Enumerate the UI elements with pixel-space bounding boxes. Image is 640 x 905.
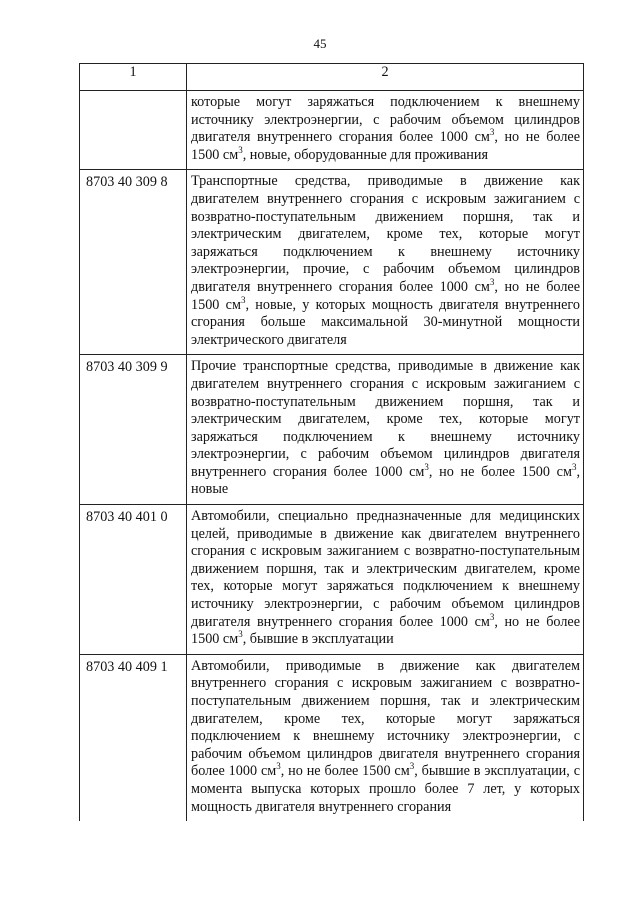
superscript: 3	[424, 461, 429, 472]
description-text: , новые	[191, 463, 580, 498]
description-cell	[187, 654, 584, 821]
description-text: Автомобили, приводимые в движение как двигателем внутреннего сгорания с искровым зажиганием с возвратно-поступательным движением поршня, так и электрическим двигателем, кроме тех, которые могут заряжаться подключением к внешнему источнику электроэнергии, с рабочим объемом цилиндров двигателя внутреннего сгорания более 1000 см	[191, 657, 580, 780]
superscript: 3	[489, 611, 495, 622]
description-text: , бывшие в эксплуатации, с момента выпуска которых прошло более 7 лет, у которых мощность двигателя внутреннего сгорания	[191, 763, 580, 815]
tariff-code-cell: 8703 40 409 1	[80, 654, 187, 821]
description-text: Прочие транспортные средства, приводимые в движение как двигателем внутреннего сгорания с искровым зажиганием с возвратно-поступательным движением поршня, так и электрическим двигателем, кроме тех, которые могут заряжаться подключением к внешнему источнику электроэнергии, с рабочим объемом цилиндров двигателя внутреннего сгорания более 1000 см	[191, 358, 580, 480]
tariff-code-cell	[80, 91, 187, 170]
description-text: , но не более 1500 см	[428, 463, 572, 480]
description-text: которые могут заряжаться подключением к внешнему источнику электроэнергии, с рабочим объемом цилиндров двигателя внутреннего сгорания более 1000 см	[191, 94, 580, 146]
superscript: 3	[238, 144, 243, 155]
table-row	[80, 505, 584, 655]
table-row	[80, 170, 584, 355]
description-cell	[187, 505, 584, 655]
superscript: 3	[489, 127, 495, 138]
description-text: , но не более 1500 см	[280, 763, 410, 780]
superscript: 3	[276, 761, 281, 772]
description-cell	[187, 355, 584, 505]
superscript: 3	[240, 294, 246, 305]
tariff-code-cell: 8703 40 309 9	[80, 355, 187, 505]
tariff-code-cell: 8703 40 401 0	[80, 505, 187, 655]
description-cell	[187, 91, 584, 170]
table-row	[80, 91, 584, 170]
description-text: , новые, оборудованные для проживания	[242, 146, 489, 163]
superscript: 3	[571, 461, 577, 472]
header-row	[80, 64, 584, 91]
description-cell	[187, 170, 584, 355]
description-text: , новые, у которых мощность двигателя внутреннего сгорания больше максимальной 30-минутной мощности электрического двигателя	[191, 296, 580, 348]
superscript: 3	[238, 629, 243, 640]
table-row	[80, 654, 584, 821]
description-text: Автомобили, специально предназначенные для медицинских целей, приводимые в движение как двигателем внутреннего сгорания с искровым зажиганием с возвратно-поступательным движением поршня, так и электрическим двигателем, кроме тех, которые могут заряжаться подключением к внешнему источнику электроэнергии, с рабочим объемом цилиндров двигателя внутреннего сгорания более 1000 см	[191, 508, 580, 630]
description-text: , но не более 1500 см	[191, 613, 580, 648]
column-header-2: 2	[187, 64, 584, 91]
table-row	[80, 355, 584, 505]
column-header-1: 1	[80, 64, 187, 91]
description-text: , но не более 1500 см	[191, 278, 580, 313]
tariff-code-cell: 8703 40 309 8	[80, 170, 187, 355]
superscript: 3	[489, 276, 495, 287]
description-text: , но не более 1500 см	[191, 129, 580, 163]
description-text: , бывшие в эксплуатации	[242, 631, 394, 648]
tariff-code-table	[79, 63, 584, 821]
page-number: 45	[313, 36, 327, 51]
table-body	[80, 64, 584, 822]
description-text: Транспортные средства, приводимые в движение как двигателем внутреннего сгорания с искровым зажиганием с возвратно-поступательным движением поршня, так и электрическим двигателем, кроме тех, которые могут заряжаться подключением к внешнему источнику электроэнергии, прочие, с рабочим объемом цилиндров двигателя внутреннего сгорания более 1000 см	[191, 173, 580, 295]
superscript: 3	[409, 761, 415, 772]
